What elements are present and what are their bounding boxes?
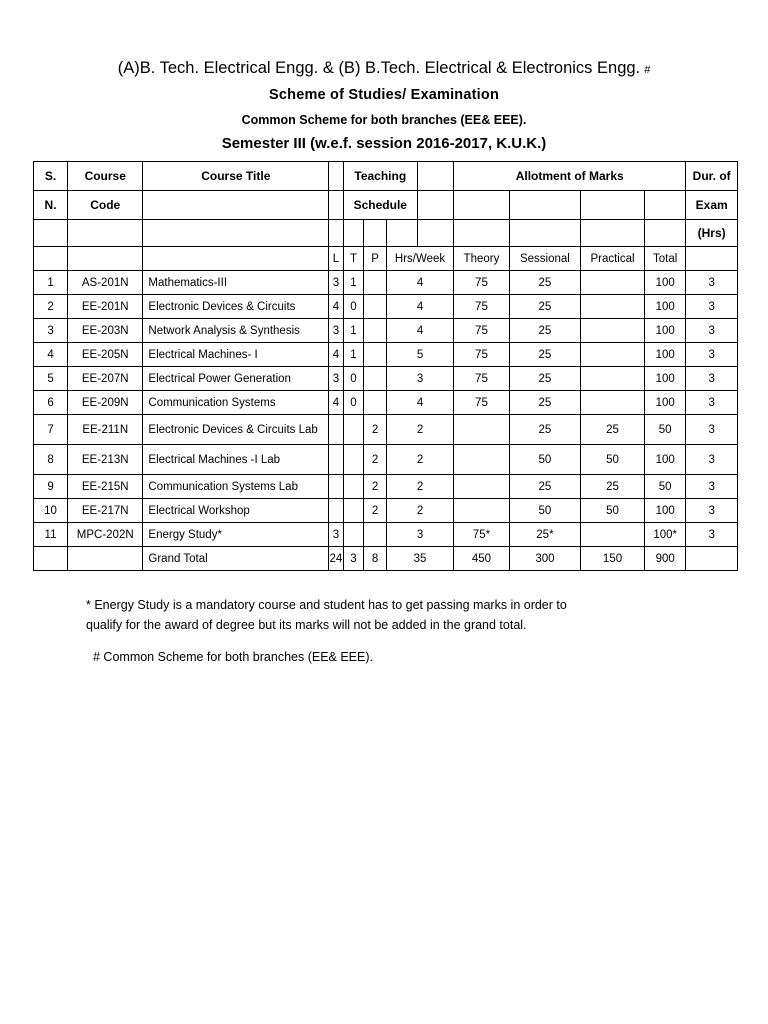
grand-total-theory: 450 bbox=[454, 547, 510, 571]
row-tutorial bbox=[343, 523, 364, 547]
row-tutorial: 1 bbox=[343, 271, 364, 295]
header-t: T bbox=[343, 247, 364, 271]
header-duration-1: Dur. of bbox=[686, 162, 738, 191]
header-row-subheadings bbox=[34, 247, 738, 271]
row-course-code: AS-201N bbox=[68, 271, 143, 295]
header-row-3 bbox=[34, 220, 738, 247]
title-footnote-mark: # bbox=[644, 64, 651, 76]
row-course-title: Network Analysis & Synthesis bbox=[143, 319, 329, 343]
row-course-code: EE-217N bbox=[68, 499, 143, 523]
row-practical-hours bbox=[364, 319, 387, 343]
row-practical-marks: 50 bbox=[581, 445, 645, 475]
header-hrs-week: Hrs/Week bbox=[386, 247, 453, 271]
row-course-code: EE-205N bbox=[68, 343, 143, 367]
row-sessional-marks: 25 bbox=[509, 415, 580, 445]
row-tutorial: 1 bbox=[343, 343, 364, 367]
row-practical-marks bbox=[581, 343, 645, 367]
row-theory-marks: 75* bbox=[454, 523, 510, 547]
row-practical-hours bbox=[364, 367, 387, 391]
row-tutorial bbox=[343, 499, 364, 523]
header-sessional: Sessional bbox=[509, 247, 580, 271]
row-exam-duration: 3 bbox=[686, 367, 738, 391]
row-course-code: EE-211N bbox=[68, 415, 143, 445]
row-course-code: EE-213N bbox=[68, 445, 143, 475]
row-hrs-week: 5 bbox=[386, 343, 453, 367]
row-course-title: Energy Study* bbox=[143, 523, 329, 547]
grand-total-t: 3 bbox=[343, 547, 364, 571]
row-course-code: MPC-202N bbox=[68, 523, 143, 547]
header-sn-1: S. bbox=[34, 162, 68, 191]
row-exam-duration: 3 bbox=[686, 415, 738, 445]
row-course-code: EE-215N bbox=[68, 475, 143, 499]
row-tutorial bbox=[343, 475, 364, 499]
row-practical-marks bbox=[581, 367, 645, 391]
row-sessional-marks: 25 bbox=[509, 295, 580, 319]
common-scheme-line: Common Scheme for both branches (EE& EEE). bbox=[241, 113, 527, 127]
grand-total-l: 24 bbox=[329, 547, 343, 571]
row-total-marks: 100 bbox=[645, 319, 686, 343]
table-row bbox=[34, 499, 738, 523]
row-lecture: 3 bbox=[329, 367, 343, 391]
row-sessional-marks: 25 bbox=[509, 343, 580, 367]
table-row bbox=[34, 319, 738, 343]
table-row bbox=[34, 391, 738, 415]
row-exam-duration: 3 bbox=[686, 343, 738, 367]
row-lecture: 4 bbox=[329, 343, 343, 367]
row-theory-marks: 75 bbox=[454, 295, 510, 319]
row-hrs-week: 3 bbox=[386, 367, 453, 391]
row-lecture bbox=[329, 475, 343, 499]
row-theory-marks: 75 bbox=[454, 271, 510, 295]
table-row bbox=[34, 523, 738, 547]
row-hrs-week: 2 bbox=[386, 415, 453, 445]
row-total-marks: 100 bbox=[645, 391, 686, 415]
title-text: (A)B. Tech. Electrical Engg. & (B) B.Tech. Electrical & Electronics Engg. bbox=[117, 59, 641, 77]
row-exam-duration: 3 bbox=[686, 523, 738, 547]
row-practical-hours: 2 bbox=[364, 415, 387, 445]
row-lecture: 4 bbox=[329, 391, 343, 415]
row-practical-hours bbox=[364, 523, 387, 547]
row-course-title: Electrical Machines- I bbox=[143, 343, 329, 367]
table-row bbox=[34, 271, 738, 295]
row-lecture bbox=[329, 499, 343, 523]
table-row bbox=[34, 445, 738, 475]
row-exam-duration: 3 bbox=[686, 271, 738, 295]
row-serial: 9 bbox=[34, 475, 68, 499]
table-row bbox=[34, 475, 738, 499]
row-course-code: EE-209N bbox=[68, 391, 143, 415]
row-serial: 7 bbox=[34, 415, 68, 445]
row-total-marks: 100 bbox=[645, 343, 686, 367]
header-empty bbox=[509, 191, 580, 220]
row-course-title: Communication Systems bbox=[143, 391, 329, 415]
row-total-marks: 100* bbox=[645, 523, 686, 547]
row-total-marks: 100 bbox=[645, 499, 686, 523]
row-hrs-week: 3 bbox=[386, 523, 453, 547]
row-total-marks: 100 bbox=[645, 445, 686, 475]
document-subtitle: Scheme of Studies/ Examination bbox=[269, 87, 499, 103]
row-hrs-week: 4 bbox=[386, 295, 453, 319]
row-course-title: Electronic Devices & Circuits bbox=[143, 295, 329, 319]
row-exam-duration: 3 bbox=[686, 391, 738, 415]
row-sessional-marks: 25 bbox=[509, 367, 580, 391]
header-row-1 bbox=[34, 162, 738, 191]
grand-total-p: 8 bbox=[364, 547, 387, 571]
header-empty bbox=[417, 162, 453, 191]
row-sessional-marks: 25* bbox=[509, 523, 580, 547]
row-course-title: Electrical Workshop bbox=[143, 499, 329, 523]
row-hrs-week: 2 bbox=[386, 475, 453, 499]
row-sessional-marks: 50 bbox=[509, 499, 580, 523]
row-practical-hours bbox=[364, 295, 387, 319]
row-lecture: 4 bbox=[329, 295, 343, 319]
row-practical-hours bbox=[364, 271, 387, 295]
header-empty bbox=[581, 191, 645, 220]
course-rows bbox=[34, 271, 738, 547]
row-theory-marks: 75 bbox=[454, 343, 510, 367]
row-course-code: EE-207N bbox=[68, 367, 143, 391]
row-total-marks: 100 bbox=[645, 367, 686, 391]
header-practical: Practical bbox=[581, 247, 645, 271]
common-scheme-note: # Common Scheme for both branches (EE& EEE). bbox=[93, 650, 373, 664]
row-tutorial: 1 bbox=[343, 319, 364, 343]
row-lecture: 3 bbox=[329, 523, 343, 547]
header-p: P bbox=[364, 247, 387, 271]
row-lecture: 3 bbox=[329, 271, 343, 295]
row-hrs-week: 4 bbox=[386, 391, 453, 415]
row-practical-hours: 2 bbox=[364, 475, 387, 499]
row-practical-marks bbox=[581, 523, 645, 547]
row-practical-hours: 2 bbox=[364, 445, 387, 475]
row-total-marks: 50 bbox=[645, 415, 686, 445]
header-empty bbox=[454, 191, 510, 220]
header-row-2 bbox=[34, 191, 738, 220]
row-serial: 6 bbox=[34, 391, 68, 415]
row-serial: 8 bbox=[34, 445, 68, 475]
grand-total-sessional: 300 bbox=[509, 547, 580, 571]
row-sessional-marks: 25 bbox=[509, 271, 580, 295]
row-exam-duration: 3 bbox=[686, 319, 738, 343]
row-serial: 4 bbox=[34, 343, 68, 367]
row-serial: 2 bbox=[34, 295, 68, 319]
row-tutorial bbox=[343, 445, 364, 475]
header-course-title: Course Title bbox=[143, 162, 329, 191]
scheme-table bbox=[33, 161, 738, 571]
row-theory-marks bbox=[454, 415, 510, 445]
row-practical-marks bbox=[581, 271, 645, 295]
row-exam-duration: 3 bbox=[686, 499, 738, 523]
row-tutorial: 0 bbox=[343, 391, 364, 415]
row-hrs-week: 4 bbox=[386, 271, 453, 295]
row-practical-marks: 25 bbox=[581, 415, 645, 445]
row-serial: 1 bbox=[34, 271, 68, 295]
row-practical-marks: 25 bbox=[581, 475, 645, 499]
header-empty bbox=[645, 191, 686, 220]
row-practical-marks bbox=[581, 319, 645, 343]
row-sessional-marks: 25 bbox=[509, 391, 580, 415]
row-theory-marks: 75 bbox=[454, 319, 510, 343]
row-practical-hours bbox=[364, 343, 387, 367]
table-row bbox=[34, 367, 738, 391]
row-exam-duration: 3 bbox=[686, 445, 738, 475]
header-l: L bbox=[329, 247, 343, 271]
row-practical-hours: 2 bbox=[364, 499, 387, 523]
row-practical-marks bbox=[581, 295, 645, 319]
row-serial: 10 bbox=[34, 499, 68, 523]
header-total: Total bbox=[645, 247, 686, 271]
row-tutorial: 0 bbox=[343, 367, 364, 391]
row-tutorial bbox=[343, 415, 364, 445]
row-hrs-week: 2 bbox=[386, 499, 453, 523]
row-theory-marks: 75 bbox=[454, 391, 510, 415]
row-theory-marks bbox=[454, 475, 510, 499]
row-serial: 3 bbox=[34, 319, 68, 343]
grand-total-total: 900 bbox=[645, 547, 686, 571]
row-course-code: EE-203N bbox=[68, 319, 143, 343]
row-serial: 11 bbox=[34, 523, 68, 547]
row-exam-duration: 3 bbox=[686, 295, 738, 319]
energy-study-note: * Energy Study is a mandatory course and student has to get passing marks in order to qualify for the award of degree but its marks will not be added in the grand total. bbox=[86, 598, 567, 632]
grand-total-practical: 150 bbox=[581, 547, 645, 571]
row-course-title: Electrical Machines -I Lab bbox=[143, 445, 329, 475]
row-sessional-marks: 50 bbox=[509, 445, 580, 475]
row-hrs-week: 2 bbox=[386, 445, 453, 475]
row-total-marks: 100 bbox=[645, 271, 686, 295]
header-empty bbox=[143, 191, 329, 220]
row-theory-marks: 75 bbox=[454, 367, 510, 391]
row-course-title: Electronic Devices & Circuits Lab bbox=[143, 415, 329, 445]
row-exam-duration: 3 bbox=[686, 475, 738, 499]
row-practical-marks: 50 bbox=[581, 499, 645, 523]
row-practical-hours bbox=[364, 391, 387, 415]
table-row bbox=[34, 295, 738, 319]
table-row bbox=[34, 415, 738, 445]
header-teaching-2: Schedule bbox=[343, 191, 417, 220]
row-lecture bbox=[329, 445, 343, 475]
header-empty bbox=[329, 162, 343, 191]
grand-total-row bbox=[34, 547, 738, 571]
row-lecture: 3 bbox=[329, 319, 343, 343]
header-theory: Theory bbox=[454, 247, 510, 271]
row-total-marks: 50 bbox=[645, 475, 686, 499]
header-duration-2: Exam bbox=[686, 191, 738, 220]
header-code-2: Code bbox=[68, 191, 143, 220]
header-allotment: Allotment of Marks bbox=[454, 162, 686, 191]
row-theory-marks bbox=[454, 445, 510, 475]
header-empty bbox=[329, 191, 343, 220]
header-code-1: Course bbox=[68, 162, 143, 191]
row-course-title: Communication Systems Lab bbox=[143, 475, 329, 499]
table-row bbox=[34, 343, 738, 367]
row-total-marks: 100 bbox=[645, 295, 686, 319]
row-course-title: Mathematics-III bbox=[143, 271, 329, 295]
header-teaching-1: Teaching bbox=[343, 162, 417, 191]
row-practical-marks bbox=[581, 391, 645, 415]
row-theory-marks bbox=[454, 499, 510, 523]
row-serial: 5 bbox=[34, 367, 68, 391]
header-empty bbox=[417, 191, 453, 220]
document-title bbox=[0, 59, 768, 78]
row-tutorial: 0 bbox=[343, 295, 364, 319]
row-hrs-week: 4 bbox=[386, 319, 453, 343]
row-course-title: Electrical Power Generation bbox=[143, 367, 329, 391]
grand-total-hrs: 35 bbox=[386, 547, 453, 571]
row-lecture bbox=[329, 415, 343, 445]
header-duration-3: (Hrs) bbox=[686, 220, 738, 247]
header-sn-2: N. bbox=[34, 191, 68, 220]
row-sessional-marks: 25 bbox=[509, 475, 580, 499]
row-sessional-marks: 25 bbox=[509, 319, 580, 343]
row-course-code: EE-201N bbox=[68, 295, 143, 319]
grand-total-label: Grand Total bbox=[143, 547, 329, 571]
semester-heading: Semester III (w.e.f. session 2016-2017, K.U.K.) bbox=[221, 135, 547, 152]
